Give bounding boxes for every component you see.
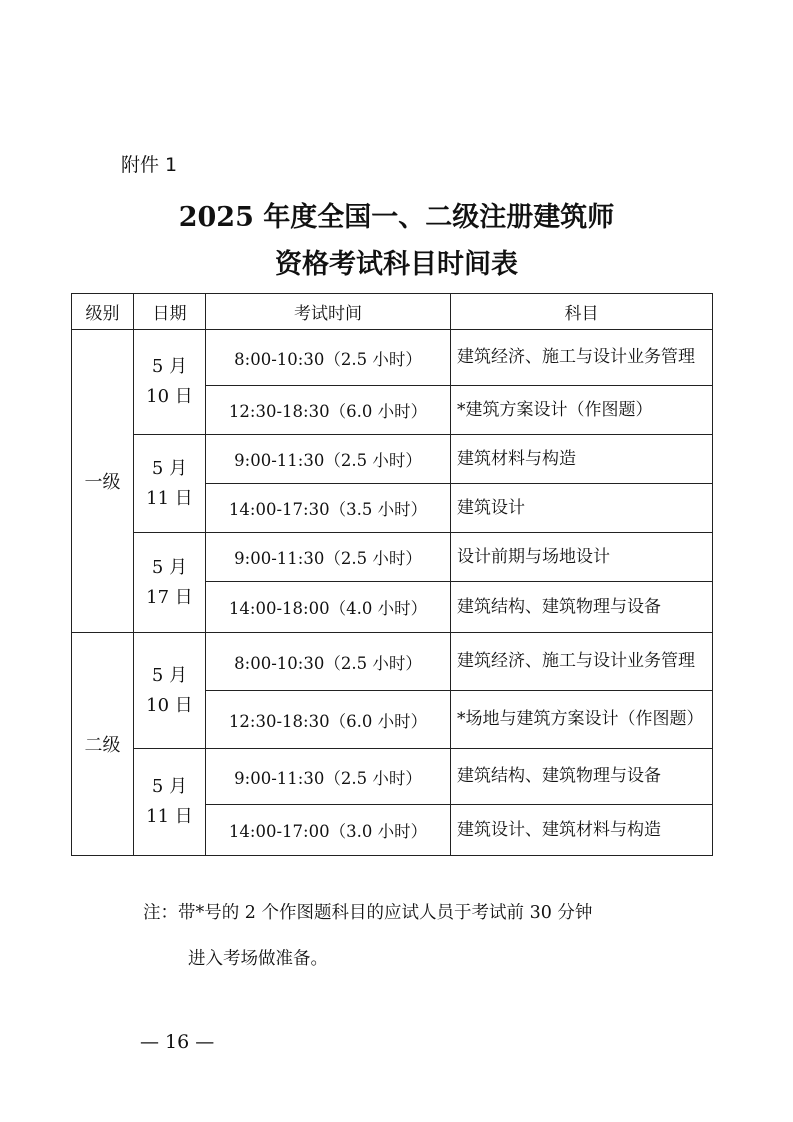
footnote-line-2: 进入考场做准备。	[188, 949, 328, 969]
level-cell: 二级	[72, 633, 134, 856]
time-cell: 8:00-10:30（2.5 小时）	[206, 633, 451, 691]
attachment-label: 附件 1	[121, 154, 178, 176]
subject-cell: *场地与建筑方案设计（作图题）	[451, 691, 713, 749]
date-day: 10 日	[146, 694, 193, 716]
time-cell: 12:30-18:30（6.0 小时）	[206, 691, 451, 749]
table-row	[72, 749, 713, 805]
time-cell: 12:30-18:30（6.0 小时）	[206, 386, 451, 435]
date-day: 11 日	[146, 806, 193, 827]
subject-cell: *建筑方案设计（作图题）	[451, 386, 713, 435]
date-day: 11 日	[146, 487, 193, 509]
table-row	[72, 435, 713, 484]
date-cell	[134, 633, 206, 749]
time-cell: 9:00-11:30（2.5 小时）	[206, 749, 451, 805]
subject-cell: 建筑设计	[451, 484, 713, 533]
table-row	[72, 330, 713, 386]
subject-cell: 建筑经济、施工与设计业务管理	[451, 330, 713, 386]
footnote-line-1: 注：带*号的 2 个作图题科目的应试人员于考试前 30 分钟	[143, 903, 593, 923]
date-month: 5 月	[151, 664, 188, 686]
subject-cell: 建筑结构、建筑物理与设备	[451, 749, 713, 805]
level-cell: 一级	[72, 330, 134, 633]
time-cell: 14:00-17:30（3.5 小时）	[206, 484, 451, 533]
exam-schedule-table	[71, 293, 713, 856]
date-cell	[134, 330, 206, 435]
date-month: 5 月	[151, 457, 188, 479]
time-cell: 14:00-17:00（3.0 小时）	[206, 805, 451, 856]
header-date: 日期	[134, 294, 206, 330]
subject-cell: 建筑材料与构造	[451, 435, 713, 484]
date-day: 17 日	[146, 586, 193, 608]
header-level: 级别	[72, 294, 134, 330]
date-month: 5 月	[151, 556, 188, 578]
subject-cell: 建筑设计、建筑材料与构造	[451, 805, 713, 856]
document-title-line-2: 资格考试科目时间表	[275, 249, 518, 280]
subject-cell: 设计前期与场地设计	[451, 533, 713, 582]
date-cell	[134, 533, 206, 633]
header-subject: 科目	[451, 294, 713, 330]
table-row	[72, 533, 713, 582]
subject-cell: 建筑结构、建筑物理与设备	[451, 582, 713, 633]
table-header-row	[72, 294, 713, 330]
date-cell	[134, 435, 206, 533]
table-row	[72, 633, 713, 691]
time-cell: 14:00-18:00（4.0 小时）	[206, 582, 451, 633]
date-day: 10 日	[146, 386, 193, 407]
header-time: 考试时间	[206, 294, 451, 330]
date-month: 5 月	[151, 776, 188, 797]
subject-cell: 建筑经济、施工与设计业务管理	[451, 633, 713, 691]
date-month: 5 月	[151, 356, 188, 377]
document-title-line-1: 2025 年度全国一、二级注册建筑师	[178, 202, 615, 233]
time-cell: 9:00-11:30（2.5 小时）	[206, 533, 451, 582]
time-cell: 9:00-11:30（2.5 小时）	[206, 435, 451, 484]
page-number: — 16 —	[140, 1031, 215, 1053]
time-cell: 8:00-10:30（2.5 小时）	[206, 330, 451, 386]
date-cell	[134, 749, 206, 856]
